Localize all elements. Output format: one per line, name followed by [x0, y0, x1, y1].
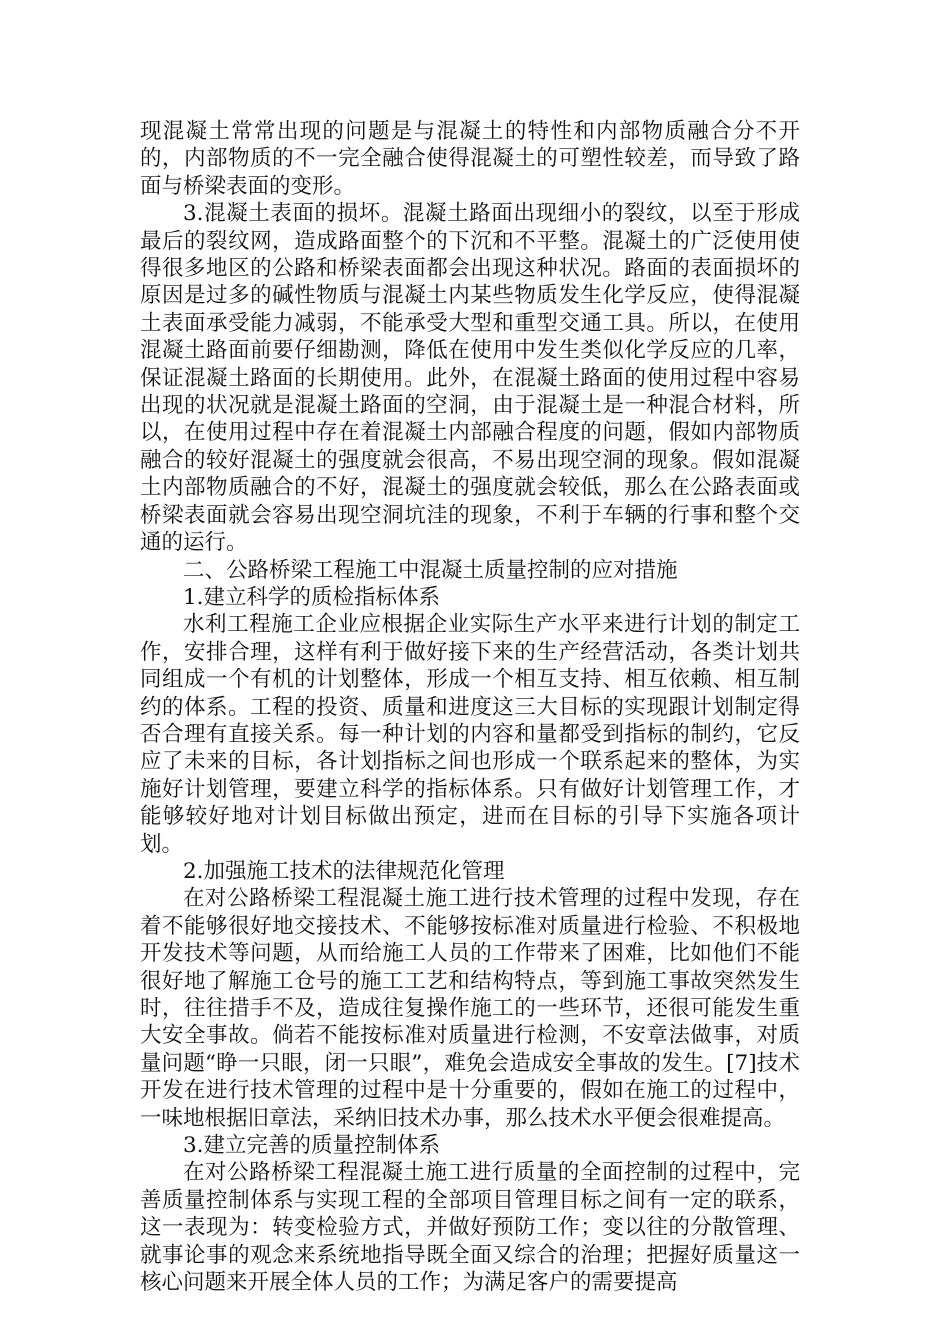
- paragraph-quality-control-system: 在对公路桥梁工程混凝土施工进行质量的全面控制的过程中，完善质量控制体系与实现工程的全部项目管理目标之间有一定的联系，这一表现为：转变检验方式，并做好预防工作；变以往的分散管理、就事论事的观念来系统地指导既全面又综合的治理；把握好质量这一核心问题来开展全体人员的工作；为满足客户的需要提高: [140, 1160, 800, 1296]
- paragraph-continuation: 现混凝土常常出现的问题是与混凝土的特性和内部物质融合分不开的，内部物质的不一完全融合使得混凝土的可塑性较差，而导致了路面与桥梁表面的变形。: [140, 119, 800, 199]
- document-page: [140, 118, 800, 1296]
- subheading-quality-index-system: 1.建立科学的质检指标体系: [183, 584, 441, 610]
- paragraph-technical-management: 在对公路桥梁工程混凝土施工进行技术管理的过程中发现，存在着不能够很好地交接技术、不能够按标准对质量进行检验、不积极地开发技术等问题，从而给施工人员的工作带来了困难，比如他们不能很好地了解施工仓号的施工工艺和结构特点，等到施工事故突然发生时，往往措手不及，造成往复操作施工的一些环节，还很可能发生重大安全事故。倘若不能按标准对质量进行检测，不安章法做事，对质量问题“睁一只眼，闭一只眼”，难免会造成安全事故的发生。[7]技术开发在进行技术管理的过程中是十分重要的，假如在施工的过程中，一味地根据旧章法，采纳旧技术办事，那么技术水平便会很难提高。: [140, 886, 800, 1131]
- paragraph-surface-damage: 3.混凝土表面的损坏。混凝土路面出现细小的裂纹，以至于形成最后的裂纹网，造成路面整个的下沉和不平整。混凝土的广泛使用使得很多地区的公路和桥梁表面都会出现这种状况。路面的表面损坏的原因是过多的碱性物质与混凝土内某些物质发生化学反应，使得混凝土表面承受能力减弱，不能承受大型和重型交通工具。所以，在使用混凝土路面前要仔细勘测，降低在使用中发生类似化学反应的几率，保证混凝土路面的长期使用。此外，在混凝土路面的使用过程中容易出现的状况就是混凝土路面的空洞，由于混凝土是一种混合材料，所以，在使用过程中存在着混凝土内部融合程度的问题，假如内部物质融合的较好混凝土的强度就会很高，不易出现空洞的现象。假如混凝土内部物质融合的不好，混凝土的强度就会较低，那么在公路表面或桥梁表面就会容易出现空洞坑洼的现象，不利于车辆的行事和整个交通的运行。: [140, 201, 800, 556]
- paragraph-quality-index-system: 水利工程施工企业应根据企业实际生产水平来进行计划的制定工作，安排合理，这样有利于做好接下来的生产经营活动，各类计划共同组成一个有机的计划整体，形成一个相互支持、相互依赖、相互制约的体系。工程的投资、质量和进度这三大目标的实现跟计划制定得否合理有直接关系。每一种计划的内容和量都受到指标的制约，它反应了未来的目标，各计划指标之间也形成一个联系起来的整体，为实施好计划管理，要建立科学的指标体系。只有做好计划管理工作，才能够较好地对计划目标做出预定，进而在目标的引导下实施各项计划。: [140, 612, 800, 857]
- section-heading-measures: 二、公路桥梁工程施工中混凝土质量控制的应对措施: [183, 557, 678, 583]
- subheading-quality-control-system: 3.建立完善的质量控制体系: [183, 1133, 441, 1159]
- subheading-technical-management: 2.加强施工技术的法律规范化管理: [183, 858, 505, 884]
